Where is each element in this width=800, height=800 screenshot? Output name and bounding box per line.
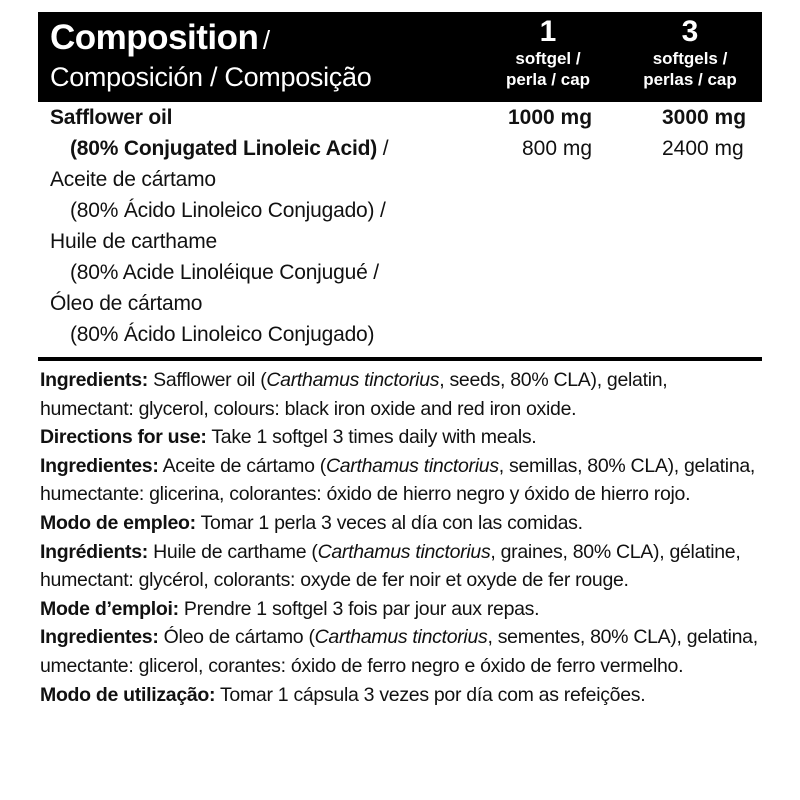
ingredients-es-scientific: Carthamus tinctorius — [325, 454, 499, 477]
cla-en-slash: / — [377, 137, 389, 160]
ingredient-cla-fr: (80% Acide Linoléique Conjugué / — [70, 261, 379, 284]
cla-en-bold: (80% Conjugated Linoleic Acid) — [70, 137, 378, 160]
ingredients-fr — [40, 538, 764, 595]
divider-rule — [38, 357, 762, 361]
ingredients-en-scientific: Carthamus tinctorius — [266, 369, 440, 391]
amount-oil-3-softgels: 3000 mg — [662, 106, 747, 129]
ingredients-directions — [40, 366, 764, 709]
composition-table — [38, 104, 762, 354]
amount-cla-3-softgels: 2400 mg — [662, 137, 744, 160]
ingredient-pt: Óleo de cártamo — [50, 292, 203, 315]
ingredients-en — [40, 366, 764, 423]
directions-es-label: Modo de empleo: — [40, 511, 196, 534]
column-3-unit-line2: perlas / cap — [643, 70, 737, 89]
column-header-3-softgels — [630, 16, 750, 90]
ingredients-es-text-b: , semillas, 80% CLA), gelatina, humectante: glicerina, colorantes: óxido de hierro negro y óxido de hierro rojo. — [40, 454, 756, 506]
ingredients-pt-label: Ingredientes: — [40, 626, 159, 649]
directions-pt — [40, 681, 764, 710]
ingredients-fr-text-b: , graines, 80% CLA), gélatine, humectant: glycérol, colorants: oxyde de fer noir et oxyde de fer rouge. — [40, 540, 741, 592]
ingredients-pt-text-a: Óleo de cártamo ( — [158, 626, 315, 649]
ingredients-pt-text-b: , sementes, 80% CLA), gelatina, umectante: glicerol, corantes: óxido de ferro negro e óxido de ferro vermelho. — [40, 626, 758, 677]
directions-pt-text: Tomar 1 cápsula 3 vezes por día com as refeições. — [215, 683, 646, 706]
directions-pt-label: Modo de utilização: — [40, 683, 216, 706]
ingredient-safflower-oil: Safflower oil — [50, 106, 173, 129]
directions-en-label: Directions for use: — [40, 426, 207, 449]
directions-en-text: Take 1 softgel 3 times daily with meals. — [206, 426, 537, 449]
ingredients-es — [40, 452, 764, 509]
column-1-unit-line2: perla / cap — [505, 70, 591, 89]
column-header-1-softgel — [488, 16, 608, 90]
directions-fr-label: Mode d’emploi: — [40, 597, 179, 620]
ingredients-pt — [40, 623, 764, 680]
ingredient-cla-pt: (80% Ácido Linoleico Conjugado) — [70, 323, 375, 346]
title-slash: / — [262, 25, 271, 55]
directions-en — [40, 423, 764, 452]
header-subtitle: Composición / Composição — [50, 62, 372, 92]
composition-header — [38, 12, 762, 102]
ingredients-es-label: Ingredientes: — [40, 454, 159, 477]
ingredient-cla-en — [70, 137, 388, 161]
directions-es-text: Tomar 1 perla 3 veces al día con las comidas. — [195, 511, 583, 534]
ingredients-en-text-a: Safflower oil ( — [148, 369, 267, 391]
directions-fr-text: Prendre 1 softgel 3 fois par jour aux repas. — [178, 597, 540, 620]
amount-oil-1-softgel: 1000 mg — [508, 106, 593, 129]
ingredient-es: Aceite de cártamo — [50, 168, 216, 191]
title-composition: Composition — [50, 18, 259, 57]
column-3-unit-line1: softgels / — [652, 49, 728, 68]
ingredients-fr-text-a: Huile de carthame ( — [148, 540, 318, 563]
ingredients-pt-scientific: Carthamus tinctorius — [314, 626, 488, 649]
ingredient-cla-es: (80% Ácido Linoleico Conjugado) / — [70, 199, 386, 222]
column-3-number: 3 — [681, 15, 699, 48]
ingredients-fr-label: Ingrédients: — [40, 540, 148, 563]
ingredients-es-text-a: Aceite de cártamo ( — [158, 454, 326, 477]
column-1-number: 1 — [539, 15, 557, 48]
column-1-unit-line1: softgel / — [515, 49, 581, 68]
directions-es — [40, 509, 764, 538]
directions-fr — [40, 595, 764, 624]
ingredient-fr: Huile de carthame — [50, 230, 218, 253]
ingredients-en-label: Ingredients: — [40, 369, 148, 391]
ingredients-fr-scientific: Carthamus tinctorius — [317, 540, 491, 563]
header-title — [50, 18, 270, 58]
amount-cla-1-softgel: 800 mg — [522, 137, 593, 160]
ingredients-en-text-b: , seeds, 80% CLA), gelatin, humectant: glycerol, colours: black iron oxide and red iron oxide. — [40, 369, 668, 420]
